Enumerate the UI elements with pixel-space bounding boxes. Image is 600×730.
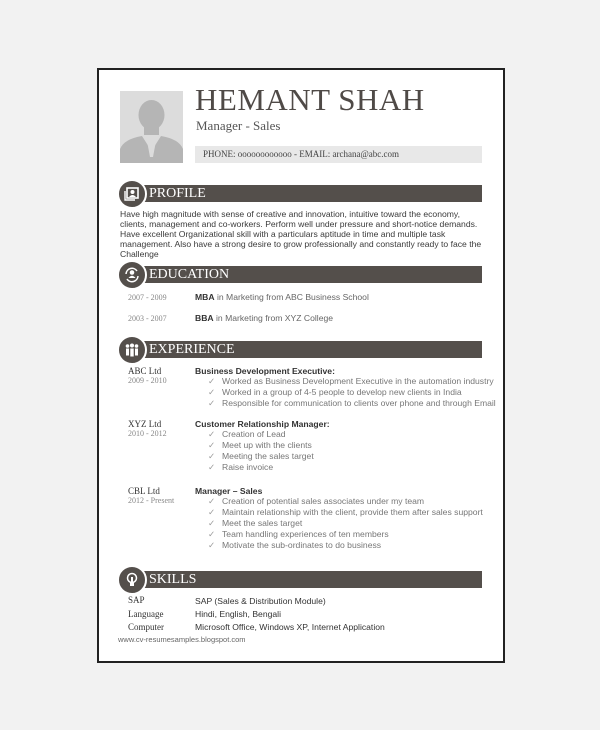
profile-photo-placeholder xyxy=(120,91,183,163)
skills-lightbulb-icon xyxy=(117,565,147,595)
website-footer: www.cv-resumesamples.blogspot.com xyxy=(118,635,246,644)
education-detail xyxy=(195,313,333,323)
profile-icon xyxy=(117,179,147,209)
responsibility-item xyxy=(208,529,389,540)
skill-value: Microsoft Office, Windows XP, Internet Application xyxy=(195,622,385,632)
experience-heading: EXPERIENCE xyxy=(149,342,235,357)
skill-label: Computer xyxy=(128,622,164,632)
responsibility-text: Meet up with the clients xyxy=(222,440,312,450)
profile-header xyxy=(130,185,482,202)
check-icon: ✓ xyxy=(208,440,216,450)
education-dates: 2003 - 2007 xyxy=(128,314,167,323)
company-name: CBL Ltd xyxy=(128,486,160,496)
job-role: Manager – Sales xyxy=(195,486,263,496)
company-name: XYZ Ltd xyxy=(128,419,162,429)
responsibility-text: Team handling experiences of ten members xyxy=(222,529,389,539)
degree-detail: in Marketing from ABC Business School xyxy=(214,292,369,302)
responsibility-text: Worked in a group of 4-5 people to develop new clients in India xyxy=(222,387,462,397)
responsibility-text: Maintain relationship with the client, provide them after sales support xyxy=(222,507,483,517)
job-role: Business Development Executive: xyxy=(195,366,335,376)
degree-detail: in Marketing from XYZ College xyxy=(213,313,334,323)
skill-value: Hindi, English, Bengali xyxy=(195,609,281,619)
candidate-name: HEMANT SHAH xyxy=(195,82,425,117)
skills-heading: SKILLS xyxy=(149,572,197,587)
responsibility-item xyxy=(208,376,494,387)
employment-dates: 2009 - 2010 xyxy=(128,376,167,385)
responsibility-item xyxy=(208,451,314,462)
responsibility-item xyxy=(208,507,483,518)
check-icon: ✓ xyxy=(208,518,216,528)
responsibility-text: Meet the sales target xyxy=(222,518,303,528)
check-icon: ✓ xyxy=(208,376,216,386)
check-icon: ✓ xyxy=(208,507,216,517)
check-icon: ✓ xyxy=(208,540,216,550)
education-icon xyxy=(117,260,147,290)
skill-label: SAP xyxy=(128,595,145,605)
responsibility-item xyxy=(208,440,312,451)
education-detail xyxy=(195,292,369,302)
job-role: Customer Relationship Manager: xyxy=(195,419,330,429)
responsibility-item xyxy=(208,398,496,409)
experience-header xyxy=(130,341,482,358)
education-dates: 2007 - 2009 xyxy=(128,293,167,302)
responsibility-text: Creation of Lead xyxy=(222,429,286,439)
experience-team-icon xyxy=(117,335,147,365)
degree: MBA xyxy=(195,292,215,302)
employment-dates: 2010 - 2012 xyxy=(128,429,167,438)
check-icon: ✓ xyxy=(208,529,216,539)
responsibility-text: Worked as Business Development Executive in the automation industry xyxy=(222,376,494,386)
responsibility-item xyxy=(208,496,424,507)
company-name: ABC Ltd xyxy=(128,366,162,376)
skill-label: Language xyxy=(128,609,164,619)
job-title: Manager - Sales xyxy=(196,118,281,133)
check-icon: ✓ xyxy=(208,398,216,408)
responsibility-text: Responsible for communication to clients over phone and through Email xyxy=(222,398,496,408)
contact-info: PHONE: oooooooooooo - EMAIL: archana@abc.com xyxy=(195,146,482,163)
profile-heading: PROFILE xyxy=(149,186,206,201)
responsibility-item xyxy=(208,429,286,440)
profile-summary: Have high magnitude with sense of creative and innovation, intuitive toward the economy, clients, management and co-workers. Perform well under pressure and short-notice demands. Have excellent Organizational skill with a particulars aptitude in time and multiple task management. Also have a strong desire to grow professionally and constantly ready to face the Challenge xyxy=(120,209,482,259)
responsibility-item xyxy=(208,387,462,398)
check-icon: ✓ xyxy=(208,462,216,472)
employment-dates: 2012 - Present xyxy=(128,496,175,505)
responsibility-item xyxy=(208,518,302,529)
responsibility-text: Creation of potential sales associates under my team xyxy=(222,496,425,506)
check-icon: ✓ xyxy=(208,429,216,439)
skills-header xyxy=(130,571,482,588)
check-icon: ✓ xyxy=(208,496,216,506)
responsibility-item xyxy=(208,462,273,473)
check-icon: ✓ xyxy=(208,387,216,397)
education-heading: EDUCATION xyxy=(149,267,230,282)
skill-value: SAP (Sales & Distribution Module) xyxy=(195,596,326,606)
responsibility-text: Motivate the sub-ordinates to do business xyxy=(222,540,382,550)
responsibility-text: Raise invoice xyxy=(222,462,274,472)
education-header xyxy=(130,266,482,283)
degree: BBA xyxy=(195,313,214,323)
responsibility-text: Meeting the sales target xyxy=(222,451,314,461)
check-icon: ✓ xyxy=(208,451,216,461)
responsibility-item xyxy=(208,540,381,551)
